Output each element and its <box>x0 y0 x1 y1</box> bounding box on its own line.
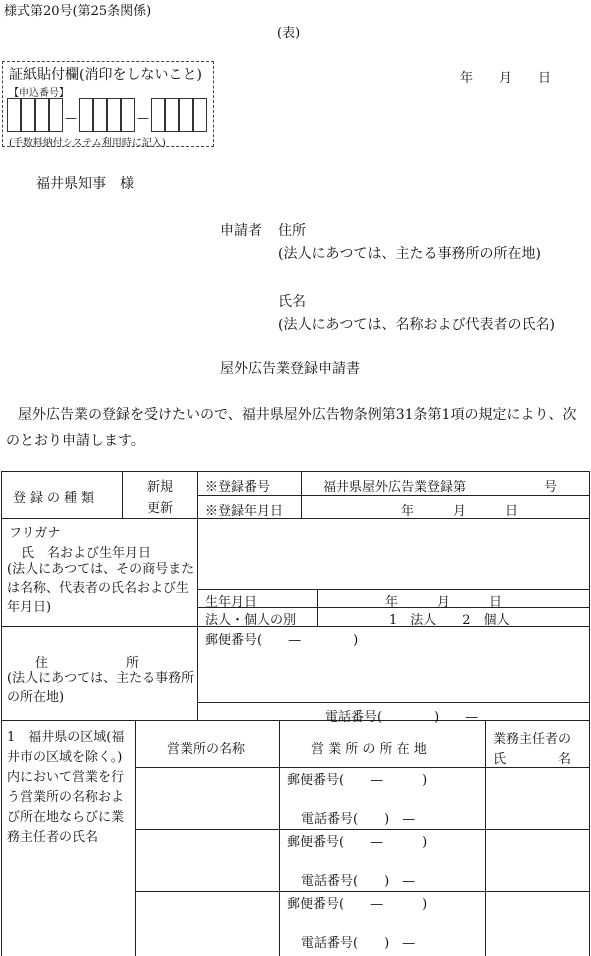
address-label: 住 所 <box>35 656 140 671</box>
name-birth-note: (法人にあつては、その商号または名称、代表者の氏名および生年月日) <box>7 562 195 615</box>
office-section-label: 1 福井県の区域(福井市の区域を除く。)内において営業を行う営業所の名称および所在地ならびに業務主任者の氏名 <box>7 730 125 845</box>
office-2-phone[interactable]: 電話番号( ) — <box>301 874 416 889</box>
digit-box[interactable] <box>165 98 179 132</box>
manager-header-line2: 氏 名 <box>493 752 572 767</box>
stamp-note: (手数料納付システム利用時に記入) <box>9 138 166 149</box>
entity-type-label: 法人・個人の別 <box>205 613 297 628</box>
reg-number-label: ※登録番号 <box>205 480 271 495</box>
digit-box[interactable] <box>79 98 93 132</box>
application-table <box>1 471 590 956</box>
addressee: 福井県知事 様 <box>36 176 134 192</box>
entity-type-value[interactable]: 1 法人 2 個人 <box>389 613 510 628</box>
digit-box[interactable] <box>121 98 135 132</box>
applicant-address-note: (法人にあつては、主たる事務所の所在地) <box>278 246 541 262</box>
digit-box[interactable] <box>179 98 193 132</box>
reg-type-label: 登録の種類 <box>13 491 99 506</box>
digit-box[interactable] <box>93 98 107 132</box>
office-3-postal[interactable]: 郵便番号( — ) <box>287 897 428 912</box>
digit-box[interactable] <box>49 98 63 132</box>
furigana-label: フリガナ <box>9 526 61 541</box>
digit-box[interactable] <box>107 98 121 132</box>
office-1-phone[interactable]: 電話番号( ) — <box>301 812 416 827</box>
form-number: 様式第20号(第25条関係) <box>4 4 152 19</box>
office-2-postal[interactable]: 郵便番号( — ) <box>287 835 428 850</box>
side-label: (表) <box>277 26 301 41</box>
stamp-title: 証紙貼付欄(消印をしないこと) <box>9 67 202 83</box>
reg-date-label: ※登録年月日 <box>205 504 284 519</box>
applicant-label: 申請者 <box>220 223 262 239</box>
office-location-header: 営 業 所 の 所 在 地 <box>311 742 427 757</box>
reg-new-option[interactable]: 新規 <box>147 480 174 495</box>
digit-box[interactable] <box>35 98 49 132</box>
name-birth-label: 氏 名および生年月日 <box>21 546 152 561</box>
digit-box[interactable] <box>193 98 207 132</box>
stamp-box <box>2 61 214 147</box>
reg-renew-option[interactable]: 更新 <box>147 501 174 516</box>
phone-field[interactable]: 電話番号( ) — <box>325 710 479 725</box>
office-1-postal[interactable]: 郵便番号( — ) <box>287 773 428 788</box>
birth-date-value[interactable]: 年 月 日 <box>385 595 503 610</box>
office-3-phone[interactable]: 電話番号( ) — <box>301 936 416 951</box>
birth-date-label: 生年月日 <box>205 595 258 610</box>
applicant-name-label: 氏名 <box>278 294 306 310</box>
office-name-header: 営業所の名称 <box>167 742 246 757</box>
date-field: 年 月 日 <box>460 71 552 86</box>
digit-box[interactable] <box>151 98 165 132</box>
stamp-subtitle: 【申込番号】 <box>9 88 69 99</box>
manager-header-line1: 業務主任者の <box>493 732 572 747</box>
postal-code-field[interactable]: 郵便番号( — ) <box>205 633 359 648</box>
reg-date-value[interactable]: 年 月 日 <box>401 504 519 519</box>
digit-box[interactable] <box>7 98 21 132</box>
address-note: (法人にあつては、主たる事務所の所在地) <box>7 671 195 705</box>
dash: — <box>137 111 149 125</box>
document-title: 屋外広告業登録申請書 <box>220 361 360 377</box>
applicant-name-note: (法人にあつては、名称および代表者の氏名) <box>278 317 555 333</box>
body-text: 屋外広告業の登録を受けたいので、福井県屋外広告物条例第31条第1項の規定により、次のとおり申請します。 <box>6 407 577 449</box>
reg-number-value[interactable]: 福井県屋外広告業登録第 号 <box>323 480 558 495</box>
dash: — <box>65 111 77 125</box>
digit-box[interactable] <box>21 98 35 132</box>
applicant-address-label: 住所 <box>278 223 306 239</box>
